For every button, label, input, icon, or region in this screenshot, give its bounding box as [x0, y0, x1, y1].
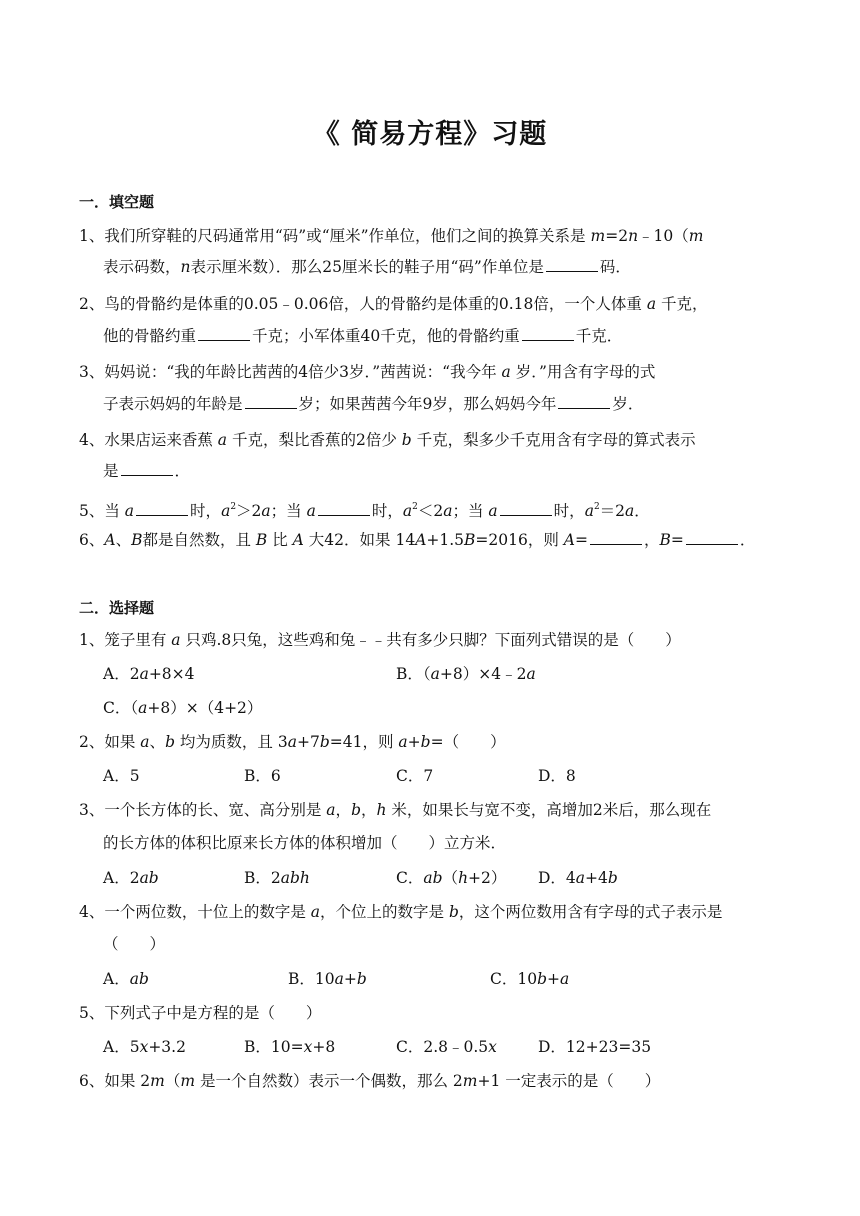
answer-blank[interactable] — [686, 530, 738, 545]
fill-q3-line1: 3、妈妈说：“我的年龄比茜茜的4倍少3岁．”茜茜说：“我今年 a 岁．”用含有字母的式 — [79, 363, 656, 381]
choice-q4-option-c[interactable]: C．10b+a — [490, 970, 570, 988]
fill-q4-line1: 4、水果店运来香蕉 a 千克，梨比香蕉的2倍少 b 千克，梨多少千克用含有字母的算式表示 — [79, 431, 696, 449]
choice-q4-option-b[interactable]: B．10a+b — [288, 970, 367, 988]
choice-q2-option-c[interactable]: C．7 — [396, 767, 434, 785]
choice-q2-stem: 2、如果 a、b 均为质数，且 3a+7b=41，则 a+b=（ ） — [79, 733, 506, 751]
fill-q5-line: 5、当 a 时，$a^2>2a$；当 a 时，$a^2<2a$；当 a 时，$a^2=2a$． — [79, 502, 650, 520]
choice-q1-option-a[interactable]: A．2a+8×4 — [103, 665, 195, 683]
choice-q1-stem: 1、笼子里有 a 只鸡.8只兔，这些鸡和兔﹣﹣共有多少只脚？下面列式错误的是（ ） — [79, 631, 681, 649]
choice-q5-option-a[interactable]: A．5x+3.2 — [103, 1038, 186, 1056]
choice-q5-option-b[interactable]: B．10=x+8 — [244, 1038, 336, 1056]
choice-q5-option-c[interactable]: C．2.8﹣0.5x — [396, 1038, 497, 1056]
answer-blank[interactable] — [500, 501, 552, 516]
fill-q2-line1: 2、鸟的骨骼约是体重的0.05﹣0.06倍，人的骨骼约是体重的0.18倍，一个人体重 a 千克， — [79, 295, 708, 313]
choice-q3-option-c[interactable]: C．ab（h+2） — [396, 869, 507, 887]
answer-blank[interactable] — [558, 394, 610, 409]
section-heading-choice: 二．选择题 — [79, 599, 155, 617]
answer-blank[interactable] — [546, 257, 598, 272]
choice-q3-option-a[interactable]: A．2ab — [103, 869, 159, 887]
choice-q3-line2: 的长方体的体积比原来长方体的体积增加（ ）立方米． — [103, 834, 507, 852]
fill-q1-line1: 1、我们所穿鞋的尺码通常用“码”或“厘米”作单位，他们之间的换算关系是 m=2n﹣10（m — [79, 227, 704, 245]
page-title: 《 简易方程》习题 — [312, 119, 548, 150]
choice-q4-line2: （ ） — [103, 935, 166, 953]
fill-q2-line2: 他的骨骼约重 千克；小军体重40千克，他的骨骼约重 千克． — [103, 327, 623, 345]
choice-q1-option-c[interactable]: C．（a+8）×（4+2） — [103, 699, 263, 717]
choice-q5-option-d[interactable]: D．12+23=35 — [538, 1038, 652, 1056]
choice-q4-option-a[interactable]: A．ab — [103, 970, 149, 988]
choice-q2-option-d[interactable]: D．8 — [538, 767, 576, 785]
fill-q3-line2: 子表示妈妈的年龄是 岁；如果茜茜今年9岁，那么妈妈今年 岁． — [103, 395, 644, 413]
fill-q1-line2: 表示码数，n表示厘米数）．那么25厘米长的鞋子用“码”作单位是 码． — [103, 258, 631, 276]
choice-q2-option-b[interactable]: B．6 — [244, 767, 281, 785]
choice-q3-option-b[interactable]: B．2abh — [244, 869, 310, 887]
fill-q6-line: 6、A、B都是自然数，且 B 比 A 大42．如果 14A+1.5B=2016，则 A= ，B= ． — [79, 531, 756, 549]
section-heading-fill: 一．填空题 — [79, 193, 155, 211]
choice-q6-stem: 6、如果 2m（m 是一个自然数）表示一个偶数，那么 2m+1 一定表示的是（ ） — [79, 1072, 661, 1090]
answer-blank[interactable] — [245, 394, 297, 409]
choice-q3-line1: 3、一个长方体的长、宽、高分别是 a，b，h 米，如果长与宽不变，高增加2米后，那么现在 — [79, 801, 712, 819]
fill-q4-line2: 是 ． — [103, 462, 191, 480]
answer-blank[interactable] — [198, 326, 250, 341]
answer-blank[interactable] — [136, 501, 188, 516]
choice-q1-option-b[interactable]: B．（a+8）×4﹣2a — [396, 665, 536, 683]
choice-q3-option-d[interactable]: D．4a+4b — [538, 869, 618, 887]
answer-blank[interactable] — [121, 461, 173, 476]
answer-blank[interactable] — [590, 530, 642, 545]
choice-q4-line1: 4、一个两位数，十位上的数字是 a，个位上的数字是 b，这个两位数用含有字母的式子表示是 — [79, 903, 723, 921]
answer-blank[interactable] — [522, 326, 574, 341]
choice-q5-stem: 5、下列式子中是方程的是（ ） — [79, 1004, 322, 1022]
choice-q2-option-a[interactable]: A．5 — [103, 767, 140, 785]
answer-blank[interactable] — [318, 501, 370, 516]
